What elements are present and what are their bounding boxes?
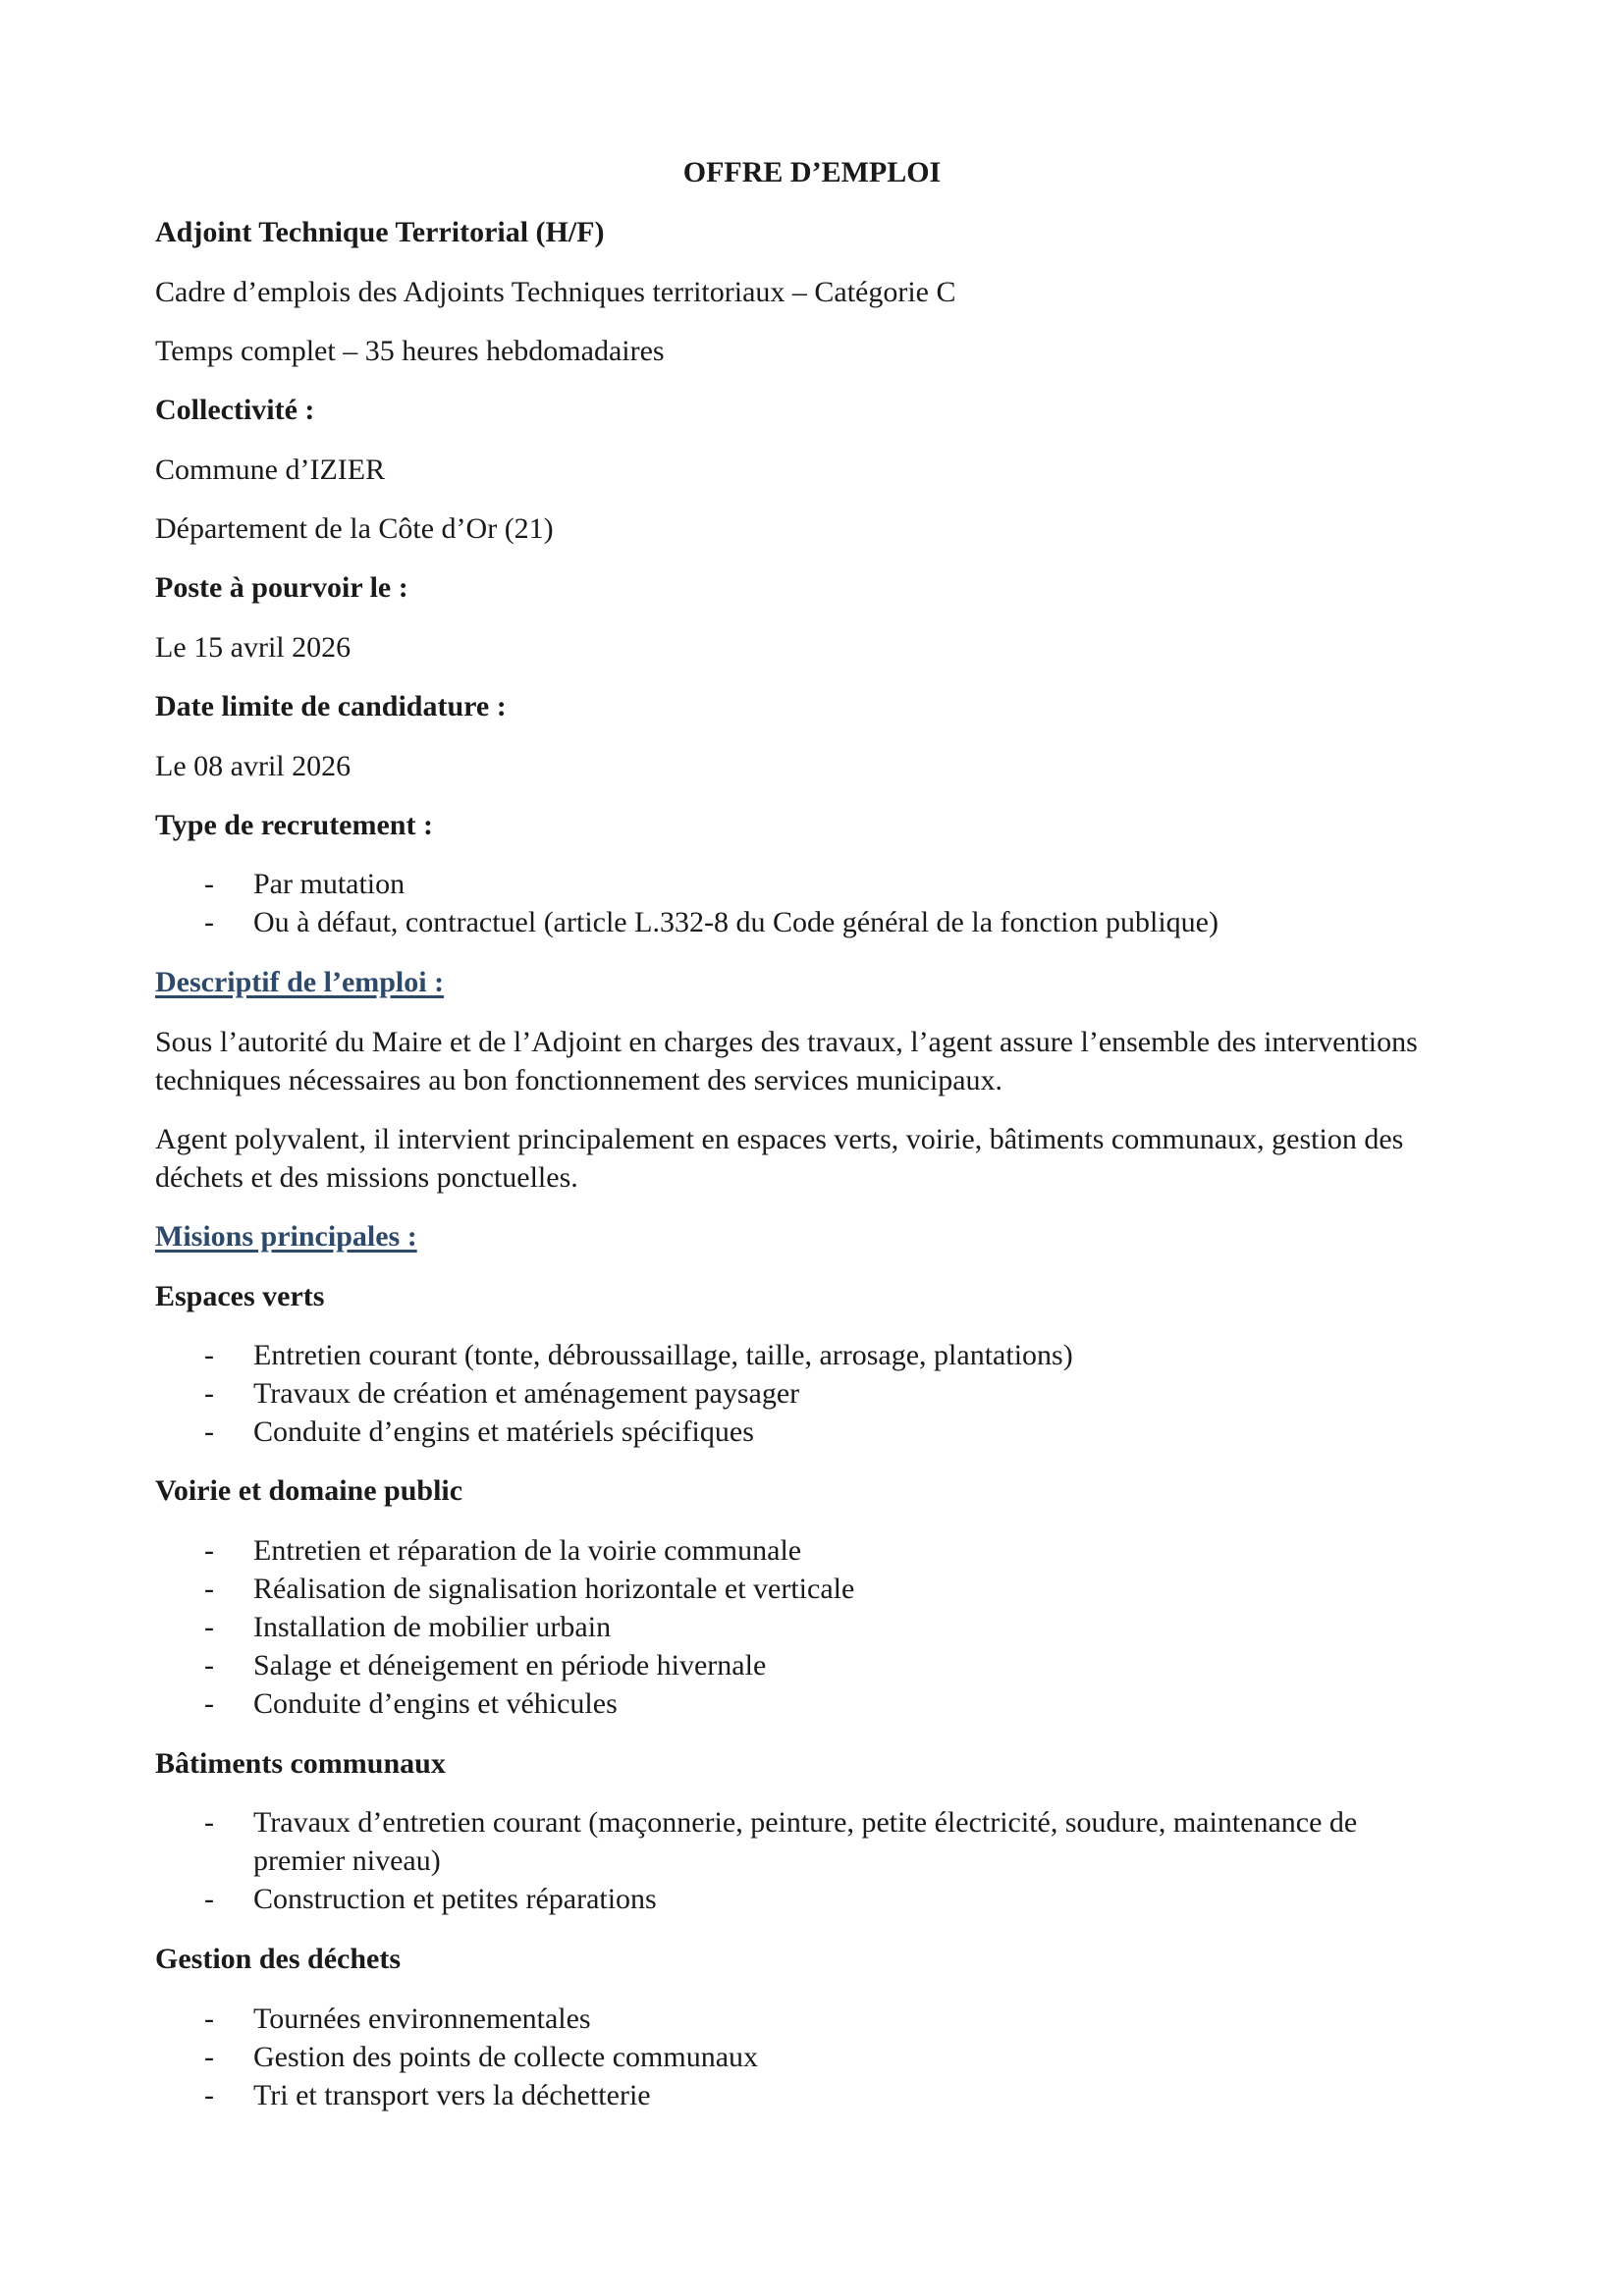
list-item: Conduite d’engins et véhicules [253,1687,618,1720]
collectivite-label: Collectivité : [155,394,315,426]
descriptif-heading: Descriptif de l’emploi : [155,966,445,998]
list-item: Par mutation [253,868,406,900]
list-item: Gestion des points de collecte communaux [253,2041,759,2073]
bullet-dash: - [204,2002,214,2035]
dechets-title: Gestion des déchets [155,1943,401,1975]
bullet-dash: - [204,1611,214,1643]
espaces-verts-title: Espaces verts [155,1280,325,1312]
bullet-dash: - [204,1415,214,1448]
list-item: Construction et petites réparations [253,1883,657,1915]
commune: Commune d’IZIER [155,454,386,486]
list-item: Conduite d’engins et matériels spécifiques [253,1415,754,1448]
bullet-dash: - [204,1883,214,1915]
bullet-dash: - [204,1806,214,1839]
document-title: OFFRE D’EMPLOI [682,156,942,188]
list-item: Tournées environnementales [253,2002,591,2035]
list-item: Tri et transport vers la déchetterie [253,2079,651,2111]
bullet-dash: - [204,2041,214,2073]
bullet-dash: - [204,1534,214,1567]
poste-date: Le 15 avril 2026 [155,631,352,664]
list-item: Travaux d’entretien courant (maçonnerie, peinture, petite électricité, soudure, maintenance de [253,1806,1358,1839]
descriptif-paragraph-1-line-1: Sous l’autorité du Maire et de l’Adjoint en charges des travaux, l’agent assure l’ensemble des interventions [155,1026,1418,1058]
voirie-title: Voirie et domaine public [155,1474,463,1507]
list-item-continuation: premier niveau) [253,1844,441,1877]
list-item: Réalisation de signalisation horizontale et verticale [253,1573,855,1605]
poste-label: Poste à pourvoir le : [155,571,408,604]
list-item: Salage et déneigement en période hivernale [253,1649,767,1682]
bullet-dash: - [204,1649,214,1682]
bullet-dash: - [204,906,214,938]
bullet-dash: - [204,1377,214,1410]
descriptif-paragraph-2-line-1: Agent polyvalent, il intervient principalement en espaces verts, voirie, bâtiments communaux, gestion des [155,1123,1404,1155]
bullet-dash: - [204,1573,214,1605]
missions-heading: Misions principales : [155,1220,417,1253]
batiments-title: Bâtiments communaux [155,1747,446,1780]
list-item: Installation de mobilier urbain [253,1611,612,1643]
temps-travail: Temps complet – 35 heures hebdomadaires [155,335,665,367]
bullet-dash: - [204,2079,214,2111]
cadre-emplois: Cadre d’emplois des Adjoints Techniques territoriaux – Catégorie C [155,276,956,308]
limite-label: Date limite de candidature : [155,690,507,722]
list-item: Entretien courant (tonte, débroussaillage, taille, arrosage, plantations) [253,1339,1073,1371]
bullet-dash: - [204,1339,214,1371]
job-title: Adjoint Technique Territorial (H/F) [155,216,605,248]
descriptif-paragraph-2-line-2: déchets et des missions ponctuelles. [155,1161,578,1194]
list-item: Entretien et réparation de la voirie communale [253,1534,802,1567]
departement: Département de la Côte d’Or (21) [155,512,554,545]
limite-date: Le 08 avril 2026 [155,750,352,782]
bullet-dash: - [204,1687,214,1720]
list-item: Ou à défaut, contractuel (article L.332-8 du Code général de la fonction publique) [253,906,1218,938]
list-item: Travaux de création et aménagement paysager [253,1377,800,1410]
recrutement-label: Type de recrutement : [155,809,433,841]
descriptif-paragraph-1-line-2: techniques nécessaires au bon fonctionnement des services municipaux. [155,1064,1003,1096]
bullet-dash: - [204,868,214,900]
